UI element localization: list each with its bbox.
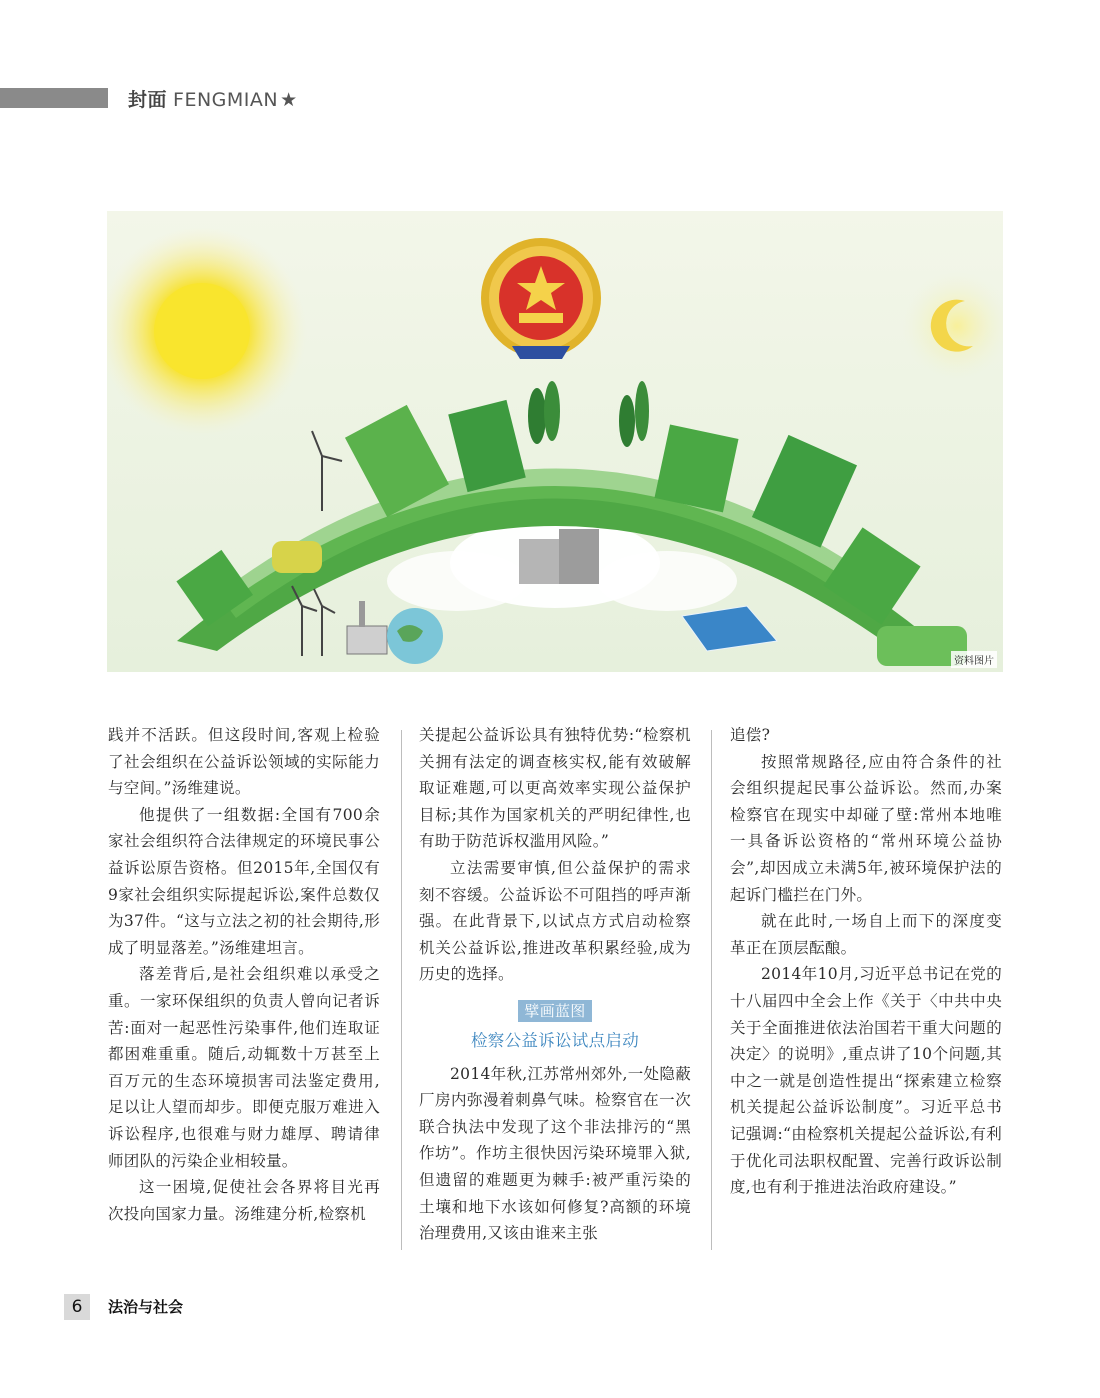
- section-label: [128, 88, 298, 112]
- column-2: [419, 722, 691, 1247]
- subhead-title: 检察公益诉讼试点启动: [471, 1030, 639, 1050]
- paragraph: 立法需要审慎,但公益保护的需求刻不容缓。公益诉讼不可阻挡的呼声渐强。在此背景下,以试点方式启动检察机关公益诉讼,推进改革积累经验,成为历史的选择。: [419, 858, 691, 984]
- column-1: [108, 722, 380, 1227]
- section-label-en: FENGMIAN: [173, 89, 279, 111]
- column-3: [730, 722, 1002, 1201]
- paragraph: 他提供了一组数据:全国有700余家社会组织符合法律规定的环境民事公益诉讼原告资格。但2015年,全国仅有9家社会组织实际提起诉讼,案件总数仅为37件。“这与立法之初的社会期待,形成了明显落差。”汤维建坦言。: [108, 805, 380, 957]
- column-divider: [711, 730, 712, 1250]
- subhead: [419, 998, 691, 1025]
- cover-illustration: [107, 211, 1003, 672]
- section-header-bar: [0, 88, 108, 108]
- paragraph: 2014年秋,江苏常州郊外,一处隐蔽厂房内弥漫着刺鼻气味。检察官在一次联合执法中发现了这个非法排污的“黑作坊”。作坊主很快因污染环境罪入狱,但遗留的难题更为棘手:被严重污染的土壤和地下水该如何修复?高额的环境治理费用,又该由谁来主张: [419, 1064, 691, 1243]
- paragraph: 这一困境,促使社会各界将目光再次投向国家力量。汤维建分析,检察机: [108, 1178, 380, 1223]
- paragraph: 2014年10月,习近平总书记在党的十八届四中全会上作《关于〈中共中央关于全面推进依法治国若干重大问题的决定〉的说明》,重点讲了10个问题,其中之一就是创造性提出“探索建立检察机关提起公益诉讼制度”。习近平总书记强调:“由检察机关提起公益诉讼,有利于优化司法职权配置、完善行政诉讼制度,也有利于推进法治政府建设。”: [730, 965, 1002, 1197]
- paragraph: 就在此时,一场自上而下的深度变革正在顶层酝酿。: [730, 912, 1002, 957]
- subhead-tag: 擘画蓝图: [518, 1000, 591, 1022]
- page-number: 6: [64, 1294, 90, 1320]
- column-divider: [401, 730, 402, 1250]
- paragraph: 落差背后,是社会组织难以承受之重。一家环保组织的负责人曾向记者诉苦:面对一起恶性污染事件,他们连取证都困难重重。随后,动辄数十万甚至上百万元的生态环境损害司法鉴定费用,足以让人望而却步。即便克服万难进入诉讼程序,也很难与财力雄厚、聘请律师团队的污染企业相较量。: [108, 965, 380, 1170]
- paragraph: 按照常规路径,应由符合条件的社会组织提起民事公益诉讼。然而,办案检察官在现实中却碰了壁:常州本地唯一具备诉讼资格的“常州环境公益协会”,却因成立未满5年,被环境保护法的起诉门槛拦在门外。: [730, 752, 1002, 904]
- paragraph: 追偿?: [730, 726, 771, 744]
- image-credit: 资料图片: [951, 651, 997, 668]
- magazine-name: 法治与社会: [108, 1298, 184, 1316]
- section-label-zh: 封面: [128, 89, 168, 111]
- star-icon: ★: [280, 89, 298, 111]
- paragraph: 践并不活跃。但这段时间,客观上检验了社会组织在公益诉讼领域的实际能力与空间。”汤维建说。: [108, 726, 380, 798]
- illustration-art: [107, 211, 1003, 672]
- paragraph: 关提起公益诉讼具有独特优势:“检察机关拥有法定的调查核实权,能有效破解取证难题,可以更高效率实现公益保护目标;其作为国家机关的严明纪律性,也有助于防范诉权滥用风险。”: [419, 726, 691, 851]
